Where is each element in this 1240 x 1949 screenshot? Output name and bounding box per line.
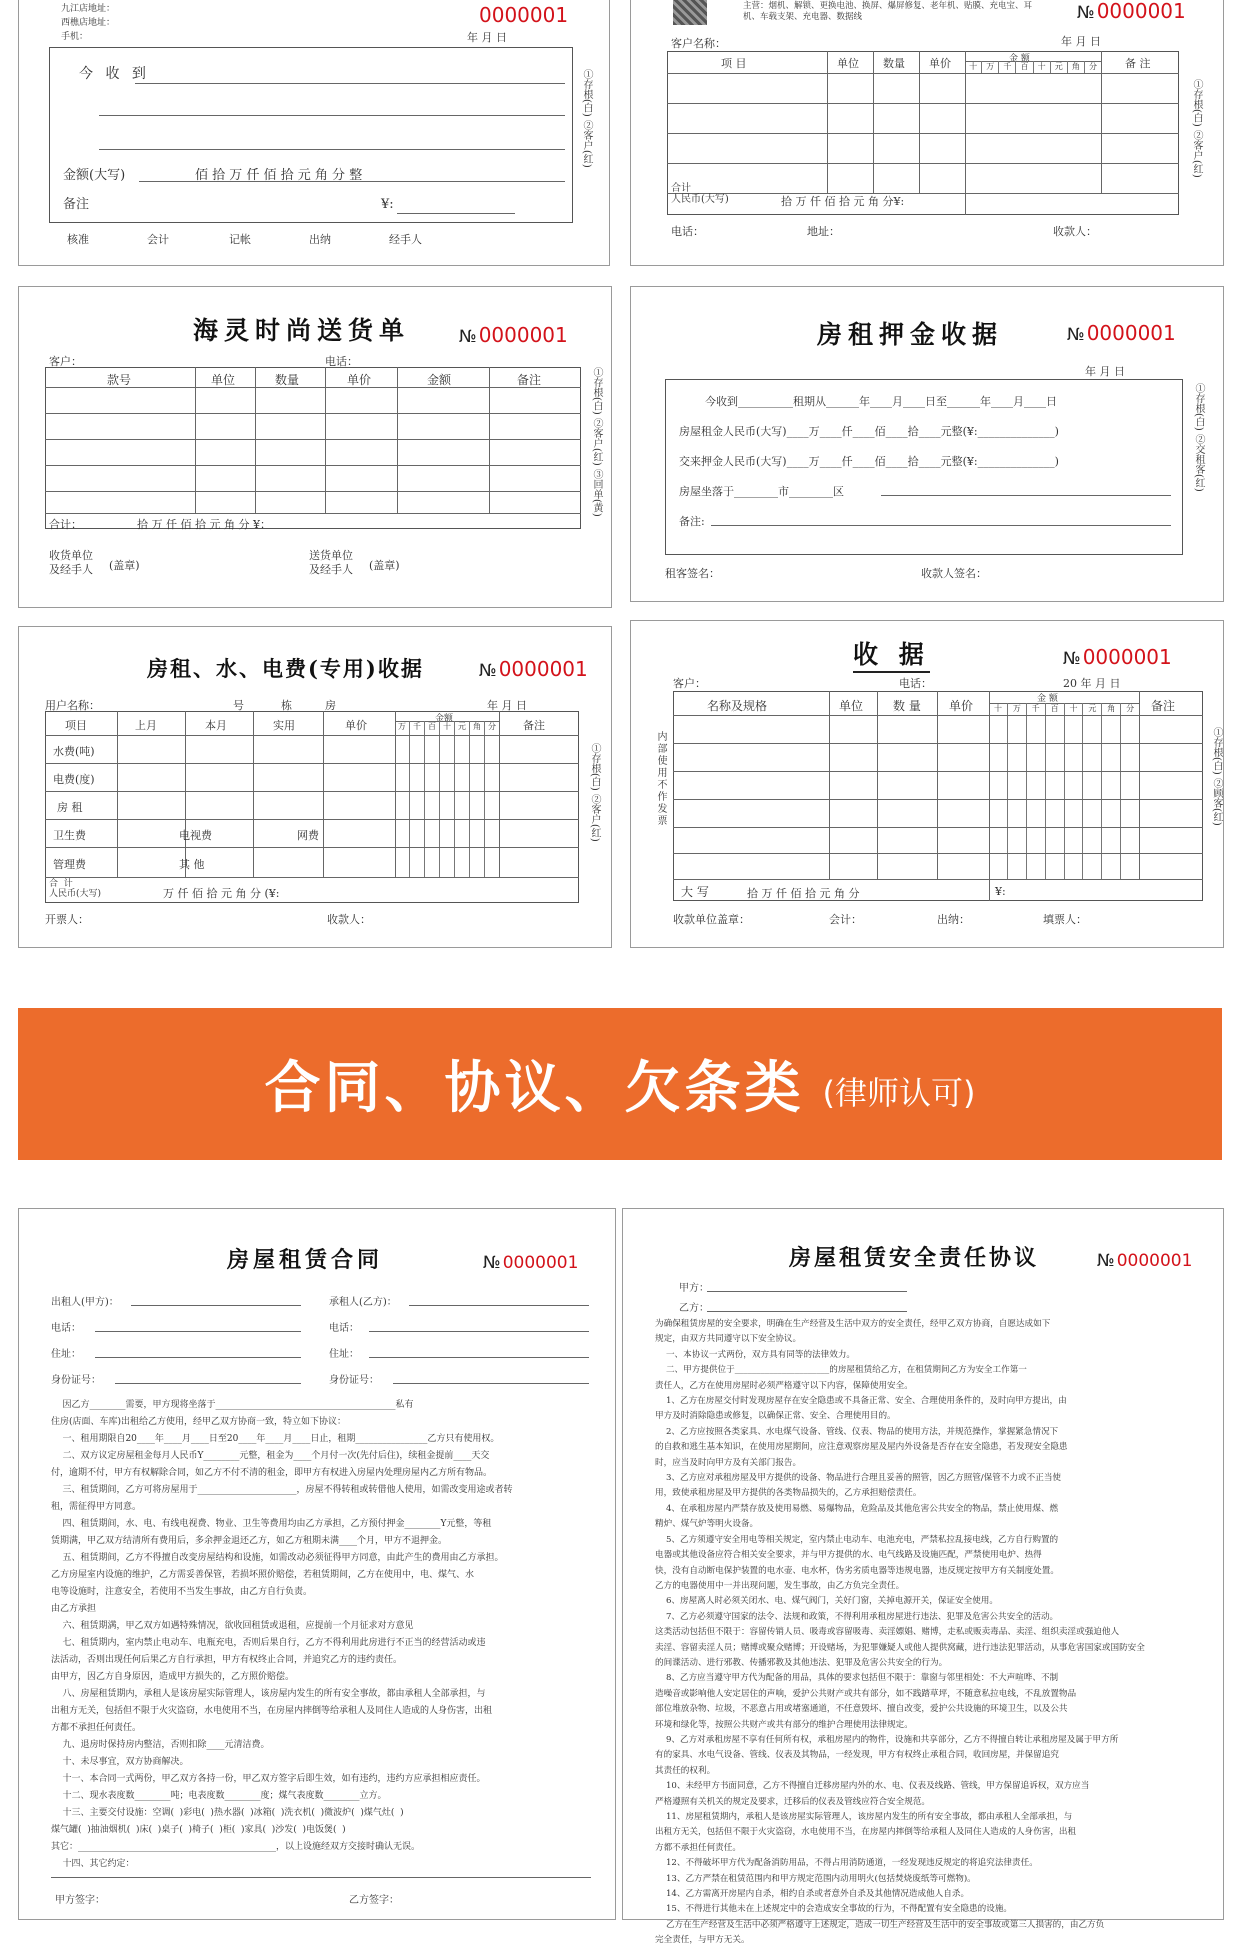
amount-line	[139, 181, 565, 182]
row-line	[45, 819, 579, 820]
money-col: 十	[1065, 703, 1084, 879]
date-label: 年 月 日	[1085, 365, 1125, 378]
col-amount: 金额	[427, 373, 452, 387]
row-line	[45, 387, 581, 388]
receipt-number	[479, 657, 588, 681]
row-line	[45, 763, 579, 764]
col-qty: 数 量	[893, 699, 921, 713]
row-line	[45, 791, 579, 792]
col-this-month: 本月	[205, 719, 227, 732]
money-col: 分	[1088, 62, 1097, 71]
phone-label: 手机：	[61, 32, 89, 42]
col-divider	[877, 691, 878, 879]
row-rent: 房 租	[57, 801, 83, 814]
col-item: 项 目	[721, 57, 747, 70]
lessor-label: 出租人(甲方)：	[51, 1297, 119, 1308]
receipt-number	[1063, 645, 1172, 669]
col-divider	[829, 691, 830, 879]
row-line	[45, 413, 581, 414]
fill-line	[393, 1383, 589, 1384]
money-col: 万	[395, 721, 410, 877]
money-col: 十	[440, 721, 455, 877]
lease-contract	[18, 1208, 616, 1920]
row-line	[45, 439, 581, 440]
party-b-label: 乙方：	[679, 1303, 709, 1314]
number-symbol: №	[1097, 1251, 1115, 1271]
col-price: 单价	[345, 719, 367, 732]
money-col: 万	[1008, 703, 1027, 879]
fill-line	[707, 1291, 907, 1292]
date-label: 年 月 日	[467, 31, 507, 44]
money-col: 分	[1126, 704, 1135, 713]
user-name-label: 用户名称：	[45, 699, 100, 712]
number-symbol: №	[479, 661, 497, 681]
cashier-label: 收款人：	[1053, 225, 1097, 238]
row-line	[673, 715, 1203, 716]
customer-label: 客户：	[49, 355, 82, 368]
business-scope: 主营：烟机、解锁、更换电池、换屏、爆屏修复、老年机、贴膜、充电宝、耳机、车载支架、充电器、数据线	[743, 1, 1033, 22]
cashier-label: 收款人：	[327, 913, 371, 926]
col-used: 实用	[273, 719, 295, 732]
fill-line	[369, 1331, 589, 1332]
number-value: 0000001	[478, 323, 568, 347]
number-value: 0000001	[1082, 645, 1172, 669]
footer-handler: 经手人	[389, 233, 422, 246]
contract-number	[483, 1253, 578, 1273]
agreement-title: 房屋租赁安全责任协议	[789, 1245, 1040, 1271]
receipt-card-1	[18, 0, 610, 266]
copy-note: ①存根(白) ②客户(红)	[581, 69, 592, 168]
safety-agreement	[622, 1208, 1224, 1946]
col-unit: 单位	[839, 699, 864, 713]
banner-title: 合同、协议、欠条类	[264, 1056, 805, 1121]
money-col: 百	[425, 721, 440, 877]
row-management: 管理费	[53, 858, 86, 871]
date-label: 年 月 日	[487, 699, 527, 712]
store-address-2: 西樵店地址：	[61, 18, 116, 28]
amount-units: 佰 拾 万 仟 佰 拾 元 角 分 整	[195, 168, 363, 183]
number-symbol: №	[1077, 3, 1095, 23]
money-col: 角	[1068, 61, 1085, 73]
receipt-line-3: 交来押金人民币(大写)____万____仟____佰____拾____元整(¥:______________)	[679, 455, 1059, 468]
row-line	[673, 799, 1203, 800]
number-label: 号	[233, 699, 244, 712]
fill-line	[131, 1305, 301, 1306]
row-line	[45, 465, 581, 466]
col-divider	[937, 691, 938, 879]
remark-line	[711, 525, 1171, 526]
receipt-card-2	[630, 0, 1224, 266]
yen-line	[397, 213, 515, 214]
money-subcols	[965, 61, 1101, 73]
row-line	[667, 133, 1179, 134]
number-value: 0000001	[1086, 321, 1176, 345]
money-col: 角	[1102, 703, 1121, 879]
col-unit: 单位	[837, 57, 859, 70]
col-unit: 单位	[211, 373, 236, 387]
blank-line-2	[99, 115, 565, 116]
total-units: 万 仟 佰 拾 元 角 分 (¥:	[163, 887, 280, 900]
money-col: 百	[1016, 61, 1033, 73]
category-banner	[18, 1008, 1222, 1160]
delivery-card	[18, 286, 612, 608]
footer-bookkeeper: 记帐	[229, 233, 251, 246]
row-other: 其 他	[179, 858, 205, 871]
row-line	[667, 163, 1179, 164]
row-line	[45, 491, 581, 492]
fill-line	[409, 1305, 589, 1306]
copy-note: ①存根(白) ②客户(红) ③回单(黄)	[591, 367, 602, 517]
col-remark: 备注	[1151, 699, 1176, 713]
contract-title: 房屋租赁合同	[227, 1247, 384, 1273]
receipt-number	[459, 323, 568, 347]
id-b-label: 身份证号：	[329, 1375, 379, 1386]
receipt-number: 0000001	[479, 3, 569, 27]
payee-stamp-label: 收款单位盖章：	[673, 913, 750, 926]
fill-line	[95, 1357, 301, 1358]
phone-b-label: 电话：	[329, 1323, 359, 1334]
col-remark: 备注	[517, 373, 542, 387]
yen-label: ¥:	[995, 885, 1006, 898]
money-col: 角	[470, 721, 485, 877]
number-symbol: №	[483, 1253, 501, 1273]
col-remark: 备 注	[1125, 57, 1151, 70]
filler-label: 填票人：	[1043, 913, 1087, 926]
footer-approve: 核准	[67, 233, 89, 246]
yen-label: ¥:	[381, 197, 394, 212]
footer-accountant: 会计	[147, 233, 169, 246]
row-line	[673, 853, 1203, 854]
row-line	[45, 847, 579, 848]
location-line	[881, 495, 1171, 496]
row-line	[673, 827, 1203, 828]
row-net: 网费	[297, 829, 319, 842]
number-value: 0000001	[498, 657, 588, 681]
phone-label: 电话：	[671, 225, 704, 238]
date-label: 年 月 日	[1061, 35, 1101, 48]
receipt-line-1: 今收到__________租期从______年____月____日至______年____月____日	[705, 395, 1057, 408]
col-name: 名称及规格	[707, 699, 768, 713]
receiver-label: 收货单位 及经手人	[49, 549, 93, 576]
address-b-label: 住址：	[329, 1349, 359, 1360]
receipt-number	[1077, 0, 1186, 23]
row-line	[667, 73, 1179, 74]
number-value: 0000001	[502, 1253, 579, 1273]
store-address-1: 九江店地址：	[61, 4, 116, 14]
row-line	[45, 735, 579, 736]
customer-label: 客户：	[673, 677, 706, 690]
sign-b-label: 乙方签字：	[349, 1895, 399, 1906]
col-qty: 数量	[275, 373, 300, 387]
payee-sign: 收款人签名：	[921, 567, 987, 580]
money-col: 十	[965, 61, 982, 73]
total-units: 拾 万 仟 佰 拾 元 角 分	[747, 887, 860, 900]
phone-label: 电话：	[899, 677, 932, 690]
receipt-line-4: 房屋坐落于________市________区	[679, 485, 844, 498]
col-item: 项目	[65, 719, 87, 732]
money-col: 元	[455, 721, 470, 877]
banner-subtitle: (律师认可)	[822, 1074, 976, 1112]
tenant-sign: 租客签名：	[665, 567, 720, 580]
row-water: 水费(吨)	[53, 745, 95, 758]
sender-stamp: (盖章)	[369, 559, 400, 572]
fill-line	[707, 1311, 907, 1312]
qr-code	[673, 0, 707, 25]
remark-label: 备注:	[679, 515, 705, 528]
total-label: 合 计 人民币(大写)	[49, 879, 102, 899]
address-label: 地址：	[807, 225, 840, 238]
copy-note: ①存根(白) ②客户(红)	[589, 743, 600, 842]
money-col: 十	[1034, 61, 1051, 73]
fill-line	[95, 1331, 301, 1332]
address-a-label: 住址：	[51, 1349, 81, 1360]
row-electric: 电费(度)	[53, 773, 95, 786]
remark-label: 备注	[63, 197, 90, 212]
money-col: 元	[1083, 703, 1102, 879]
building-label: 栋	[281, 699, 292, 712]
customer-label: 客户名称：	[671, 37, 726, 50]
upper-label: 大 写	[681, 885, 709, 899]
agreement-body: 为确保租赁房屋的安全要求，明确在生产经营及生活中双方的安全责任，经甲乙双方协商，自愿达成如下 规定，由双方共同遵守以下安全协议。 一、本协议一式两份，双方具有同等的法律效力。 二、甲方提供位于______________________的房屋租赁给乙方，在租赁期间乙方为安全工作第一 责任人，乙方在使用房屋时必须严格遵守以下内容，保障使用安全。 1、乙方在房屋交付时发现房屋存在安全隐患或不具备正常、安全、合理使用条件的，及时向甲方提出，由 甲方及时消除隐患或修复，以确保正常、安全、合理使用目的。 2、乙方应按照各类家具、水电煤气设备、管线、仪表、物品的使用方法，并规范操作，掌握紧急情况下 的自救和逃生基本知识，在使用房屋期间，应注意观察房屋及屋内外设备是否存在安全隐患，若发现安全隐患 时，应当及时向甲方及有关部门报告。 3、乙方应对承租房屋及甲方提供的设备、物品进行合理且妥善的照管，因乙方照管/保管不力或不正当使 用，致使承租房屋及甲方提供的各类物品损失的，乙方承担赔偿责任。 4、在承租房屋内严禁存放及使用易燃、易爆物品，危险品及其他危害公共安全的物品，禁止使用煤、燃 精炉、煤气炉等明火设备。 5、乙方须遵守安全用电等相关规定，室内禁止电动车、电池充电，严禁私拉乱接电线，乙方自行购置的 电器或其他设备应符合相关安全要求，并与甲方提供的水、电气线路及设施匹配，严禁使用电炉、热得 快，没有自动断电保护装置的电水壶、电水杯，伪劣劣质电器等违规电器，违反规定按甲方有关制度处置。 乙方的电器使用中一并出现问题，发生事故，由乙方负完全责任。 6、房屋离人时必须关闭水、电、煤气阀门，关好门窗，关掉电源开关，保证安全使用。 7、乙方必须遵守国家的法令、法规和政策，不得利用承租房屋进行违法、犯罪及危害公共安全的活动。 这类活动包括但不限于：容留传销人员、吸毒或容留吸毒、卖淫嫖娼、赌博，走私或贩卖毒品、卖淫、组织卖淫或强迫他人 卖淫、容留卖淫人员；赌博或聚众赌博；开设赌场，为犯罪嫌疑人或他人提供窝藏，进行违法犯罪活动，从事危害国家或国防安全 的间谍活动、进行邪教、传播邪教及其他违法、犯罪及危害公共安全的行为。 8、乙方应当遵守甲方代为配备的用品，具体的要求包括但不限于：靠窗与邻里相处：不大声喧哗、不制 造噪音或影响他人安定居住的声响，爱护公共财产或共有部分，如不践踏草坪，不随意私拉电线，不乱放置物品 部位堆放杂物、垃圾，不恶意占用或堵塞通道，不任意毁坏、擅自改变，爱护公共设施的环境卫生，以及公共 环境和绿化等，按照公共财产或共有部分的维护合理使用法律规定。 9、乙方对承租房屋不享有任何所有权，承租房屋内的物件，设施和共享部分，乙方不得擅自转让承租房屋及属于甲方所 有的家具、水电气设备、管线、仪表及其物品，一经发现，甲方有权终止承租合同，收回房屋，并保留追究 其责任的权利。 10、未经甲方书面同意，乙方不得擅自迁移房屋内外的水、电、仪表及线路、管线，甲方保留追诉权，双方应当 严格遵照有关机关的规定及要求，迁移后的仪表及管线应符合安全规范。 11、房屋租赁期内，承租人是该房屋实际管理人，该房屋内发生的所有安全事故，都由承租人全部承担，与 出租方无关，包括但不限于火灾盗窃，水电使用不当，在房屋内摔倒等给承租人及同住人造成的人身伤害，出租 方都不承担任何责任。 12、不得破坏甲方代为配备消防用品，不得占用消防通道，一经发现违反规定的将追究法律责任。 13、乙方严禁在租赁范围内和甲方规定范围内动用明火(包括焚烧废纸等可燃物)。 14、乙方需离开房屋内自杀，相约自杀或者意外自杀及其他情况造成他人自杀。 15、不得进行其他未在上述规定中的会造成安全事故的行为，不得配置有安全隐患的设施。 乙方在生产经营及生活中必须严格遵守上述规定，造成一切生产经营及生活中的安全事故或第三人损害的，由乙方负 完全责任，与甲方无关。	[655, 1319, 1145, 1946]
phone-a-label: 电话：	[51, 1323, 81, 1334]
row-tv: 电视费	[179, 829, 212, 842]
col-amount: 金 额	[1009, 54, 1030, 64]
number-value: 0000001	[1096, 0, 1186, 23]
fill-line	[369, 1357, 589, 1358]
col-amount: 金额	[435, 714, 454, 724]
party-a-label: 甲方：	[679, 1283, 709, 1294]
col-price: 单价	[347, 373, 372, 387]
fill-line	[115, 1383, 301, 1384]
footer-cashier: 出纳	[309, 233, 331, 246]
room-label: 房	[325, 699, 336, 712]
total-units: 拾 万 仟 佰 拾 元 角 分¥:	[781, 195, 905, 208]
col-last-month: 上月	[135, 719, 157, 732]
col-remark: 备注	[523, 719, 545, 732]
sender-label: 送货单位 及经手人	[309, 549, 353, 576]
blank-line-3	[99, 149, 565, 150]
col-style: 款号	[107, 373, 132, 387]
copy-note: ①存根(白) ②客户(红)	[1191, 79, 1202, 178]
deposit-card	[630, 286, 1224, 602]
money-col: 千	[999, 61, 1016, 73]
received-from-label: 今 收 到	[79, 66, 150, 82]
money-col: 百	[1046, 703, 1065, 879]
id-a-label: 身份证号：	[51, 1375, 101, 1386]
receipt-number	[1067, 321, 1176, 345]
banner-text	[18, 1008, 1222, 1160]
row-line	[673, 771, 1203, 772]
row-sanitation: 卫生费	[53, 829, 86, 842]
money-subcols	[395, 721, 499, 877]
amount-upper-label: 金额(大写)	[63, 168, 126, 183]
row-line	[673, 743, 1203, 744]
accountant-label: 会计：	[829, 913, 862, 926]
receipt-line-2: 房屋租金人民币(大写)____万____仟____佰____拾____元整(¥:______________)	[679, 425, 1059, 438]
cashier-label: 出纳：	[937, 913, 970, 926]
item-table	[45, 367, 581, 529]
row-line	[45, 513, 581, 514]
contract-body: 因乙方________需要，甲方现将坐落于________________________________________私有 住房(店面、车库)出租给乙方使用，经甲乙双方协商一致，特立如下协议： 一、租用期限自20____年____月____日至20____年____月____日止，租期________________乙方只有使用权。 二、双方议定房屋租金每月人民币Y________元整，租金为____个月付一次(先付后住)，续租金提前____天交 付，逾期不付，甲方有权解除合同，如乙方不付不清的租金，即甲方有权进入房屋内处理房屋内乙方所有物品。 三、租赁期间，乙方可将房屋用于______________________，房屋不得转租或转借他人使用，如需改变用途或者转 租，需征得甲方同意。 四、租赁期间，水、电、有线电视费、物业、卫生等费用均由乙方承担，乙方预付押金________Y元整，等租 赁期满，甲乙双方结清所有费用后，多余押金退还乙方，如乙方租期未满____个月，甲方不退押金。 五、租赁期间，乙方不得擅自改变房屋结构和设施，如需改动必须征得甲方同意，由此产生的费用由乙方承担。 乙方房屋室内设施的维护，乙方需妥善保管，若损坏照价赔偿，若租赁期间，乙方在使用中，电、煤气、水 电等设施时，注意安全，若使用不当发生事故，由乙方自行负责。 由乙方承担 六、租赁期满，甲乙双方如遇特殊情况，欲收回租赁或退租，应提前一个月征求对方意见 七、租赁期内，室内禁止电动车、电瓶充电，否则后果自行，乙方不得利用此房进行不正当的经营活动或违 法活动，否则出现任何后果乙方自行承担，甲方有权终止合同，并追究乙方的违约责任。 由甲方，因乙方自身原因，造成甲方损失的，乙方照价赔偿。 八、房屋租赁期内，承租人是该房屋实际管理人，该房屋内发生的所有安全事故，都由承租人全部承担，与 出租方无关，包括但不限于火灾盗窃，水电使用不当，在房屋内摔倒等给承租人及同住人造成的人身伤害，出租 方都不承担任何责任。 九、退房时保持房内整洁，否则扣除____元清洁费。 十、未尽事宜，双方协商解决。 十一、本合同一式两份，甲乙双方各持一份，甲乙双方签字后即生效，如有违约，违约方应承担相应责任。 十二、现水表度数________吨；电表度数________度；煤气表度数________立方。 十三、主要交付设施：空调( )彩电( )热水器( )冰箱( )洗衣机( )微波炉( )煤气灶( ) 煤气罐( )抽油烟机( )床( )桌子( )椅子( )柜( )家具( )沙发( )电饭煲( ) 其它：____________________________________________，以上设施经双方交接时确认无误。 十四、其它约定：	[51, 1400, 513, 1869]
copy-note: ①存根(白) ②顾客(红)	[1211, 727, 1222, 826]
lessee-label: 承租人(乙方)：	[329, 1297, 397, 1308]
utility-card	[18, 626, 612, 948]
number-symbol: №	[459, 327, 477, 347]
number-symbol: №	[1067, 325, 1085, 345]
card-title: 收 据	[853, 635, 930, 673]
general-receipt-card	[630, 620, 1224, 948]
total-label: 合计 人民币(大写)	[671, 183, 729, 205]
receiver-stamp: (盖章)	[109, 559, 140, 572]
money-col: 万	[982, 61, 999, 73]
row-line	[673, 879, 1203, 880]
col-price: 单价	[949, 699, 974, 713]
card-title: 海灵时尚送货单	[193, 316, 411, 345]
money-col: 十	[989, 703, 1008, 879]
col-amount: 金 额	[1037, 694, 1058, 704]
col-divider	[1139, 691, 1140, 879]
money-col: 元	[1051, 61, 1068, 73]
money-col: 分	[488, 722, 496, 731]
total-units: 拾 万 仟 佰 拾 元 角 分 ¥：	[137, 518, 271, 531]
internal-use-note: 内部使用不作发票	[655, 731, 666, 827]
number-symbol: №	[1063, 649, 1081, 669]
sign-a-label: 甲方签字：	[55, 1895, 105, 1906]
money-col: 千	[410, 721, 425, 877]
row-line	[667, 103, 1179, 104]
agreement-number	[1097, 1251, 1192, 1271]
copy-note: ①存根(白) ②交租客(红)	[1193, 383, 1204, 492]
date-label: 20 年 月 日	[1063, 677, 1121, 690]
sign-separator	[51, 1877, 591, 1878]
issuer-label: 开票人：	[45, 913, 89, 926]
row-line	[667, 193, 1179, 194]
total-label: 合计：	[49, 518, 82, 531]
row-line	[45, 877, 579, 878]
money-col: 千	[1027, 703, 1046, 879]
card-title: 房租、水、电费(专用)收据	[147, 656, 424, 681]
received-line	[135, 83, 565, 84]
phone-label: 电话：	[325, 355, 358, 368]
col-qty: 数量	[883, 57, 905, 70]
card-title: 房租押金收据	[817, 320, 1004, 349]
number-value: 0000001	[1116, 1251, 1193, 1271]
col-price: 单价	[929, 57, 951, 70]
